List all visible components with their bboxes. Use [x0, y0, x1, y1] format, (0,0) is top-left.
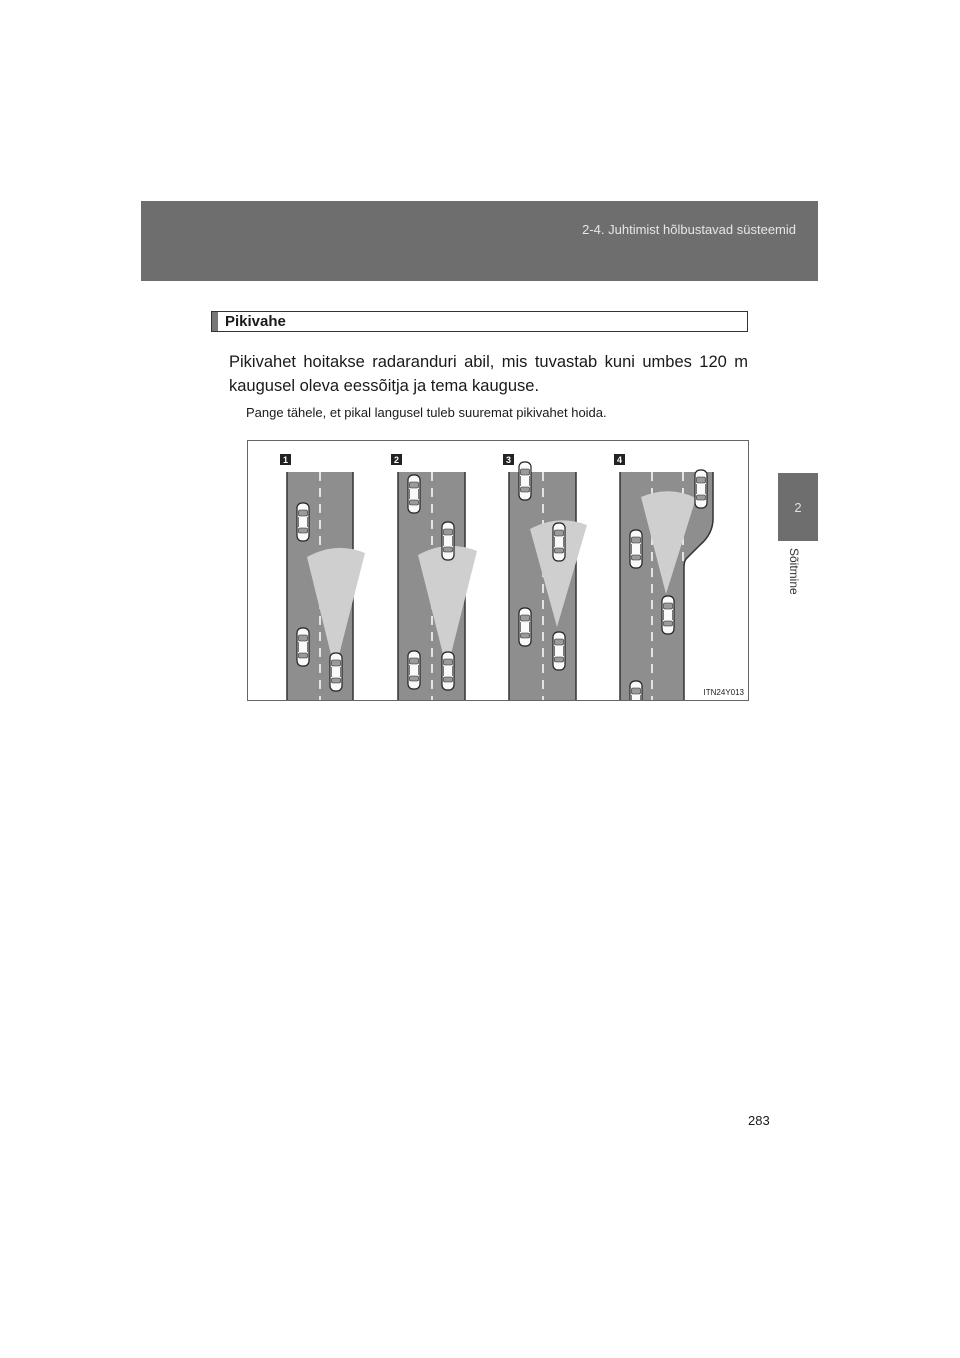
panel-label-1-text: 1 [282, 455, 289, 465]
section-title: 2-4. Juhtimist hõlbustavad süsteemid [582, 222, 796, 237]
panel-label-3 [503, 454, 514, 465]
panel-1 [287, 472, 365, 700]
chapter-number: 2 [794, 499, 802, 515]
body-paragraph: Pikivahet hoitakse radaranduri abil, mis tuvastab kuni umbes 120 m kaugusel oleva eessõitja ja tema kauguse. [229, 353, 748, 395]
chapter-title: Sõitmine [787, 548, 801, 595]
note-text: Pange tähele, et pikal langusel tuleb suuremat pikivahet hoida. [246, 405, 607, 420]
panel-label-3-text: 3 [505, 455, 512, 465]
panel-label-2-text: 2 [393, 455, 400, 465]
heading-text: Pikivahe [225, 313, 286, 330]
heading-accent [212, 312, 218, 331]
chapter-tab[interactable] [778, 473, 818, 541]
distance-illustration [248, 441, 748, 700]
panel-label-1 [280, 454, 291, 465]
section-heading [211, 311, 748, 332]
figure-code: ITN24Y013 [703, 688, 744, 697]
panel-label-2 [391, 454, 402, 465]
panel-2 [398, 472, 477, 700]
distance-figure [247, 440, 749, 701]
header-band [141, 201, 818, 281]
panel-label-4 [614, 454, 625, 465]
page-number: 283 [748, 1113, 770, 1128]
panel-3 [509, 462, 587, 700]
panel-4 [620, 470, 713, 700]
panel-label-4-text: 4 [616, 455, 623, 465]
